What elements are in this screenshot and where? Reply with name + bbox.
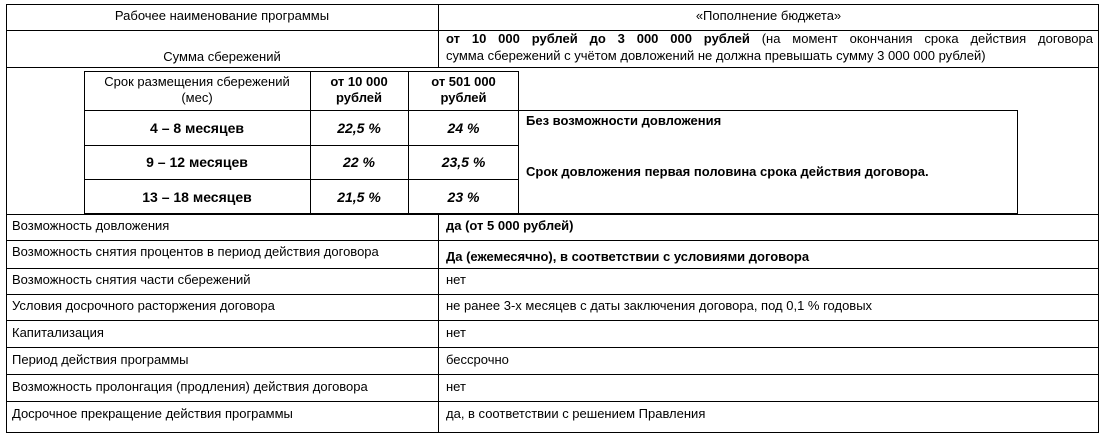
divider bbox=[84, 179, 519, 180]
amount-value-note: (на момент окончания срока действия договора bbox=[761, 31, 1093, 46]
condition-value: нет bbox=[446, 379, 466, 394]
rate-col-1-header-line-1: от 10 000 bbox=[330, 74, 388, 89]
program-name-label: Рабочее наименование программы bbox=[114, 8, 330, 23]
divider bbox=[6, 214, 1099, 215]
program-name-value: «Пополнение бюджета» bbox=[695, 8, 842, 23]
condition-label: Условия досрочного расторжения договора bbox=[12, 298, 275, 313]
rate-row-rate-1: 22,5 % bbox=[337, 120, 381, 136]
rate-row-rate-2: 24 % bbox=[447, 120, 480, 136]
rate-row-rate-2: 23 % bbox=[447, 189, 480, 205]
condition-value: да, в соответствии с решением Правления bbox=[446, 406, 706, 421]
rate-row-rate-1: 21,5 % bbox=[337, 189, 381, 205]
divider bbox=[84, 145, 519, 146]
rate-col-1-header-line-2: рублей bbox=[335, 90, 382, 105]
condition-label: Возможность довложения bbox=[12, 218, 170, 233]
amount-value-bold: от 10 000 рублей до 3 000 000 рублей bbox=[446, 31, 750, 46]
rate-row-rate-1: 22 % bbox=[343, 154, 375, 170]
condition-value: не ранее 3-х месяцев с даты заключения договора, под 0,1 % годовых bbox=[446, 298, 873, 313]
divider bbox=[6, 240, 1099, 241]
term-header-line-2: (мес) bbox=[181, 90, 213, 105]
rate-row-term: 13 – 18 месяцев bbox=[142, 189, 252, 205]
condition-label: Досрочное прекращение действия программы bbox=[12, 406, 293, 421]
amount-value-line-2: сумма сбережений с учётом довложений не должна превышать сумму 3 000 000 рублей) bbox=[446, 48, 986, 63]
divider bbox=[84, 110, 519, 111]
divider bbox=[6, 294, 1099, 295]
note-no-top-up: Без возможности довложения bbox=[526, 113, 722, 128]
condition-value: нет bbox=[446, 272, 466, 287]
divider bbox=[6, 67, 1099, 68]
rate-col-2-header-line-1: от 501 000 bbox=[431, 74, 496, 89]
amount-value-line-1 bbox=[446, 31, 1093, 47]
condition-label: Возможность снятия процентов в период действия договора bbox=[12, 244, 379, 259]
divider bbox=[6, 401, 1099, 402]
rate-row-term: 4 – 8 месяцев bbox=[150, 120, 244, 136]
condition-label: Период действия программы bbox=[12, 352, 189, 367]
condition-value: нет bbox=[446, 325, 466, 340]
divider bbox=[6, 374, 1099, 375]
amount-label: Сумма сбережений bbox=[163, 49, 281, 64]
term-header-line-1: Срок размещения сбережений bbox=[104, 74, 290, 89]
divider bbox=[6, 268, 1099, 269]
rate-col-2-header-line-2: рублей bbox=[440, 90, 487, 105]
condition-value: да (от 5 000 рублей) bbox=[446, 218, 574, 233]
divider bbox=[6, 320, 1099, 321]
condition-label: Возможность снятия части сбережений bbox=[12, 272, 251, 287]
condition-label: Возможность пролонгация (продления) действия договора bbox=[12, 379, 368, 394]
condition-value: Да (ежемесячно), в соответствии с условиями договора bbox=[446, 249, 810, 264]
condition-value: бессрочно bbox=[446, 352, 509, 367]
rate-row-rate-2: 23,5 % bbox=[441, 154, 486, 170]
rate-row-term: 9 – 12 месяцев bbox=[146, 154, 248, 170]
note-top-up-period: Срок довложения первая половина срока действия договора. bbox=[526, 164, 929, 179]
condition-label: Капитализация bbox=[12, 325, 104, 340]
divider bbox=[6, 347, 1099, 348]
